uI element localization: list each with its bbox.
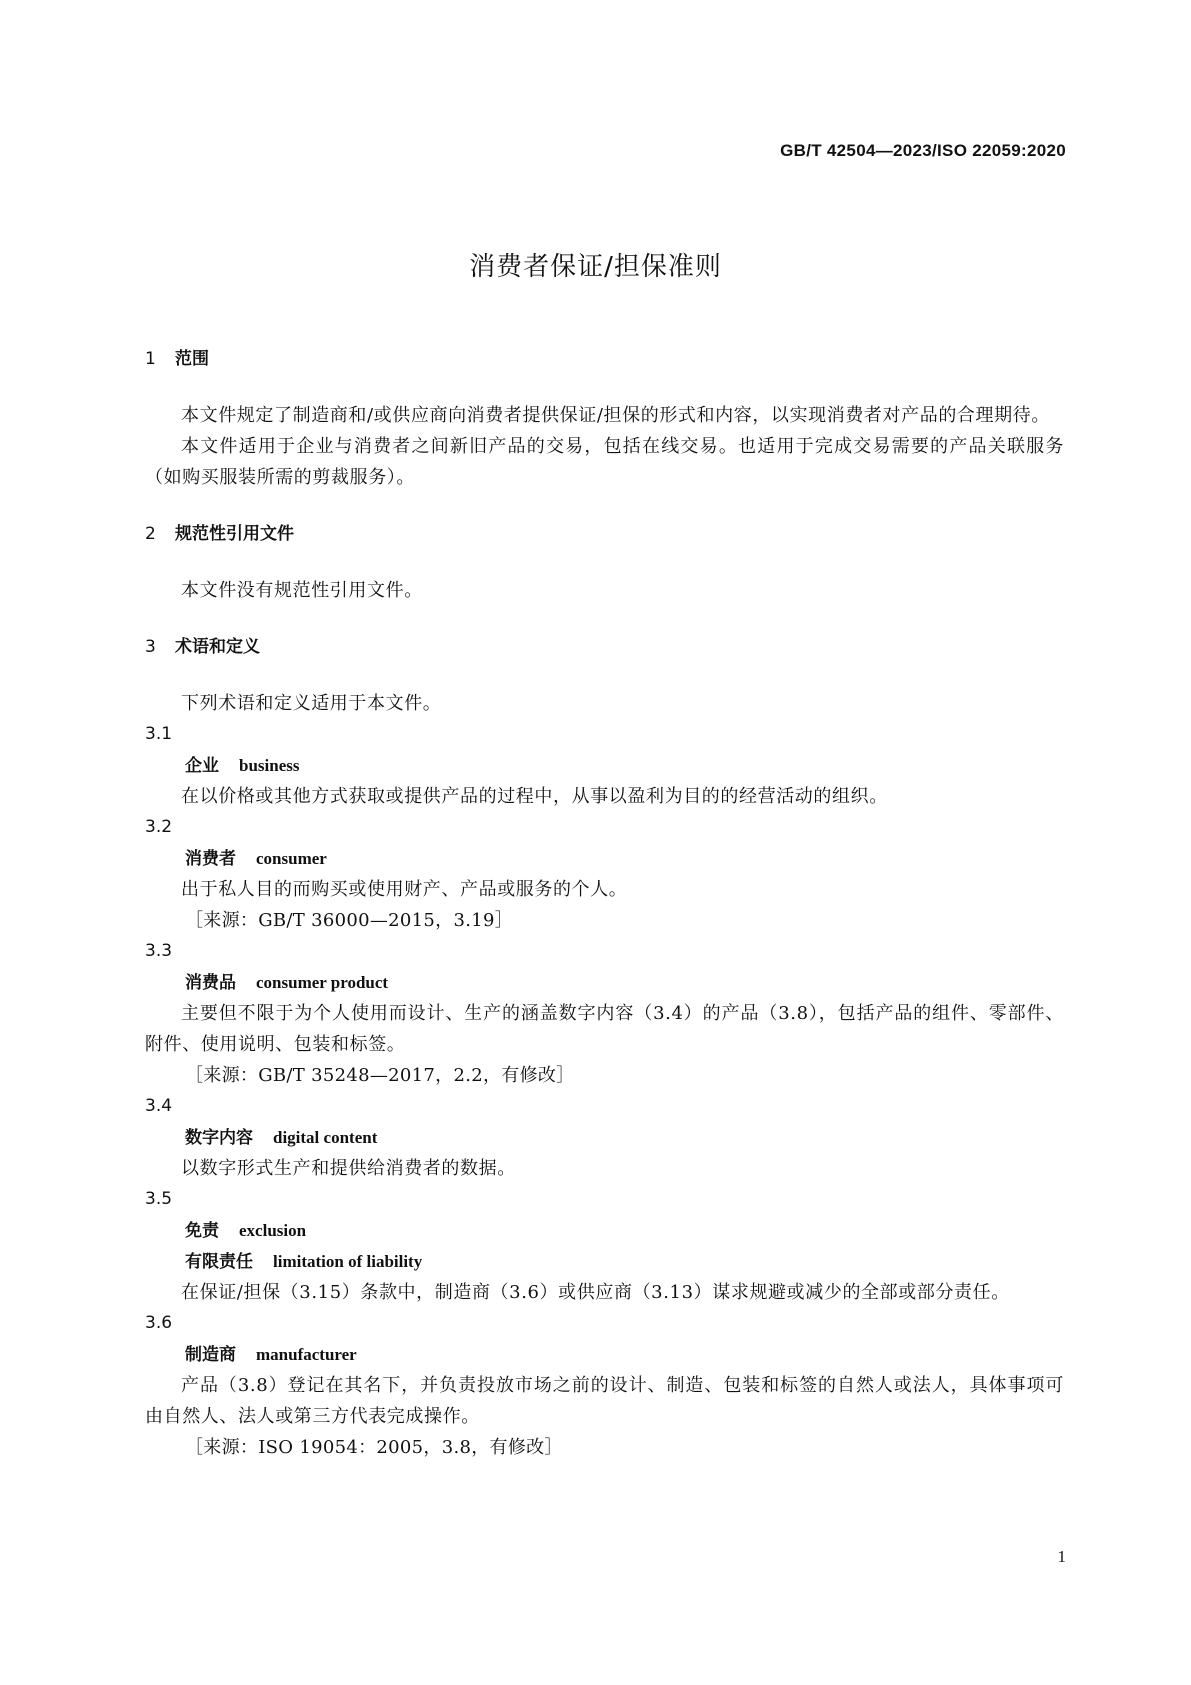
term-name-en: business [239, 756, 300, 775]
document-title: 消费者保证/担保准则 [469, 252, 722, 282]
term-number: 3.6 [145, 1313, 173, 1333]
paragraph: 本文件适用于企业与消费者之间新旧产品的交易，包括在线交易。也适用于完成交易需要的产品关联服务（如购买服装所需的剪裁服务）。 [145, 436, 1064, 488]
standard-code: GB/T 42504—2023/ISO 22059:2020 [780, 141, 1066, 160]
term-name [145, 1215, 1064, 1246]
term-name-en: manufacturer [256, 1345, 357, 1364]
term-alt-name-en: limitation of liability [273, 1252, 423, 1271]
term-name-zh: 消费者 [185, 849, 236, 869]
term-name-zh: 数字内容 [185, 1128, 253, 1148]
term-definition: 在保证/担保（3.15）条款中，制造商（3.6）或供应商（3.13）谋求规避或减少的全部或部分责任。 [181, 1282, 1010, 1303]
paragraph: 本文件没有规范性引用文件。 [181, 580, 423, 601]
term-name-zh: 消费品 [185, 973, 236, 993]
term-name-zh: 制造商 [185, 1345, 236, 1365]
paragraph: 下列术语和定义适用于本文件。 [181, 693, 442, 714]
term-source: ［来源：ISO 19054：2005，3.8，有修改］ [185, 1437, 563, 1458]
term-definition: 在以价格或其他方式获取或提供产品的过程中，从事以盈利为目的的经营活动的组织。 [181, 786, 888, 807]
term-definition: 出于私人目的而购买或使用财产、产品或服务的个人。 [181, 879, 628, 900]
term-definition: 主要但不限于为个人使用而设计、生产的涵盖数字内容（3.4）的产品（3.8），包括产品的组件、零部件、附件、使用说明、包装和标签。 [145, 1003, 1064, 1055]
term-number: 3.3 [145, 941, 173, 961]
section-title: 范围 [175, 349, 209, 369]
section-heading-normative-references [145, 521, 1064, 547]
term-name-en: consumer product [256, 973, 389, 992]
section-number: 1 [145, 349, 156, 369]
term-name-en: digital content [273, 1128, 378, 1147]
term-name-zh: 企业 [185, 756, 219, 776]
term-name [145, 843, 1064, 874]
term-name [145, 1339, 1064, 1370]
section-number: 3 [145, 637, 156, 657]
term-definition: 产品（3.8）登记在其名下，并负责投放市场之前的设计、制造、包装和标签的自然人或法人，具体事项可由自然人、法人或第三方代表完成操作。 [145, 1375, 1064, 1427]
term-number: 3.5 [145, 1189, 173, 1209]
term-alt-name-zh: 有限责任 [185, 1252, 253, 1272]
term-name [145, 967, 1064, 998]
term-name-zh: 免责 [185, 1221, 219, 1241]
term-name [145, 750, 1064, 781]
term-name-en: consumer [256, 849, 327, 868]
term-alt-name [145, 1246, 1064, 1277]
section-title: 术语和定义 [175, 637, 260, 657]
term-source: ［来源：GB/T 35248—2017，2.2，有修改］ [185, 1065, 575, 1086]
term-name-en: exclusion [239, 1221, 307, 1240]
section-heading-scope [145, 346, 1064, 372]
page-number: 1 [1057, 1547, 1066, 1566]
section-heading-terms [145, 634, 1064, 660]
term-number: 3.1 [145, 724, 173, 744]
section-title: 规范性引用文件 [175, 524, 294, 544]
paragraph: 本文件规定了制造商和/或供应商向消费者提供保证/担保的形式和内容，以实现消费者对产品的合理期待。 [181, 405, 1050, 426]
document-body [145, 346, 1064, 1463]
term-number: 3.4 [145, 1096, 173, 1116]
term-source: ［来源：GB/T 36000—2015，3.19］ [185, 910, 514, 931]
section-number: 2 [145, 524, 156, 544]
term-definition: 以数字形式生产和提供给消费者的数据。 [181, 1158, 516, 1179]
term-number: 3.2 [145, 817, 173, 837]
term-name [145, 1122, 1064, 1153]
